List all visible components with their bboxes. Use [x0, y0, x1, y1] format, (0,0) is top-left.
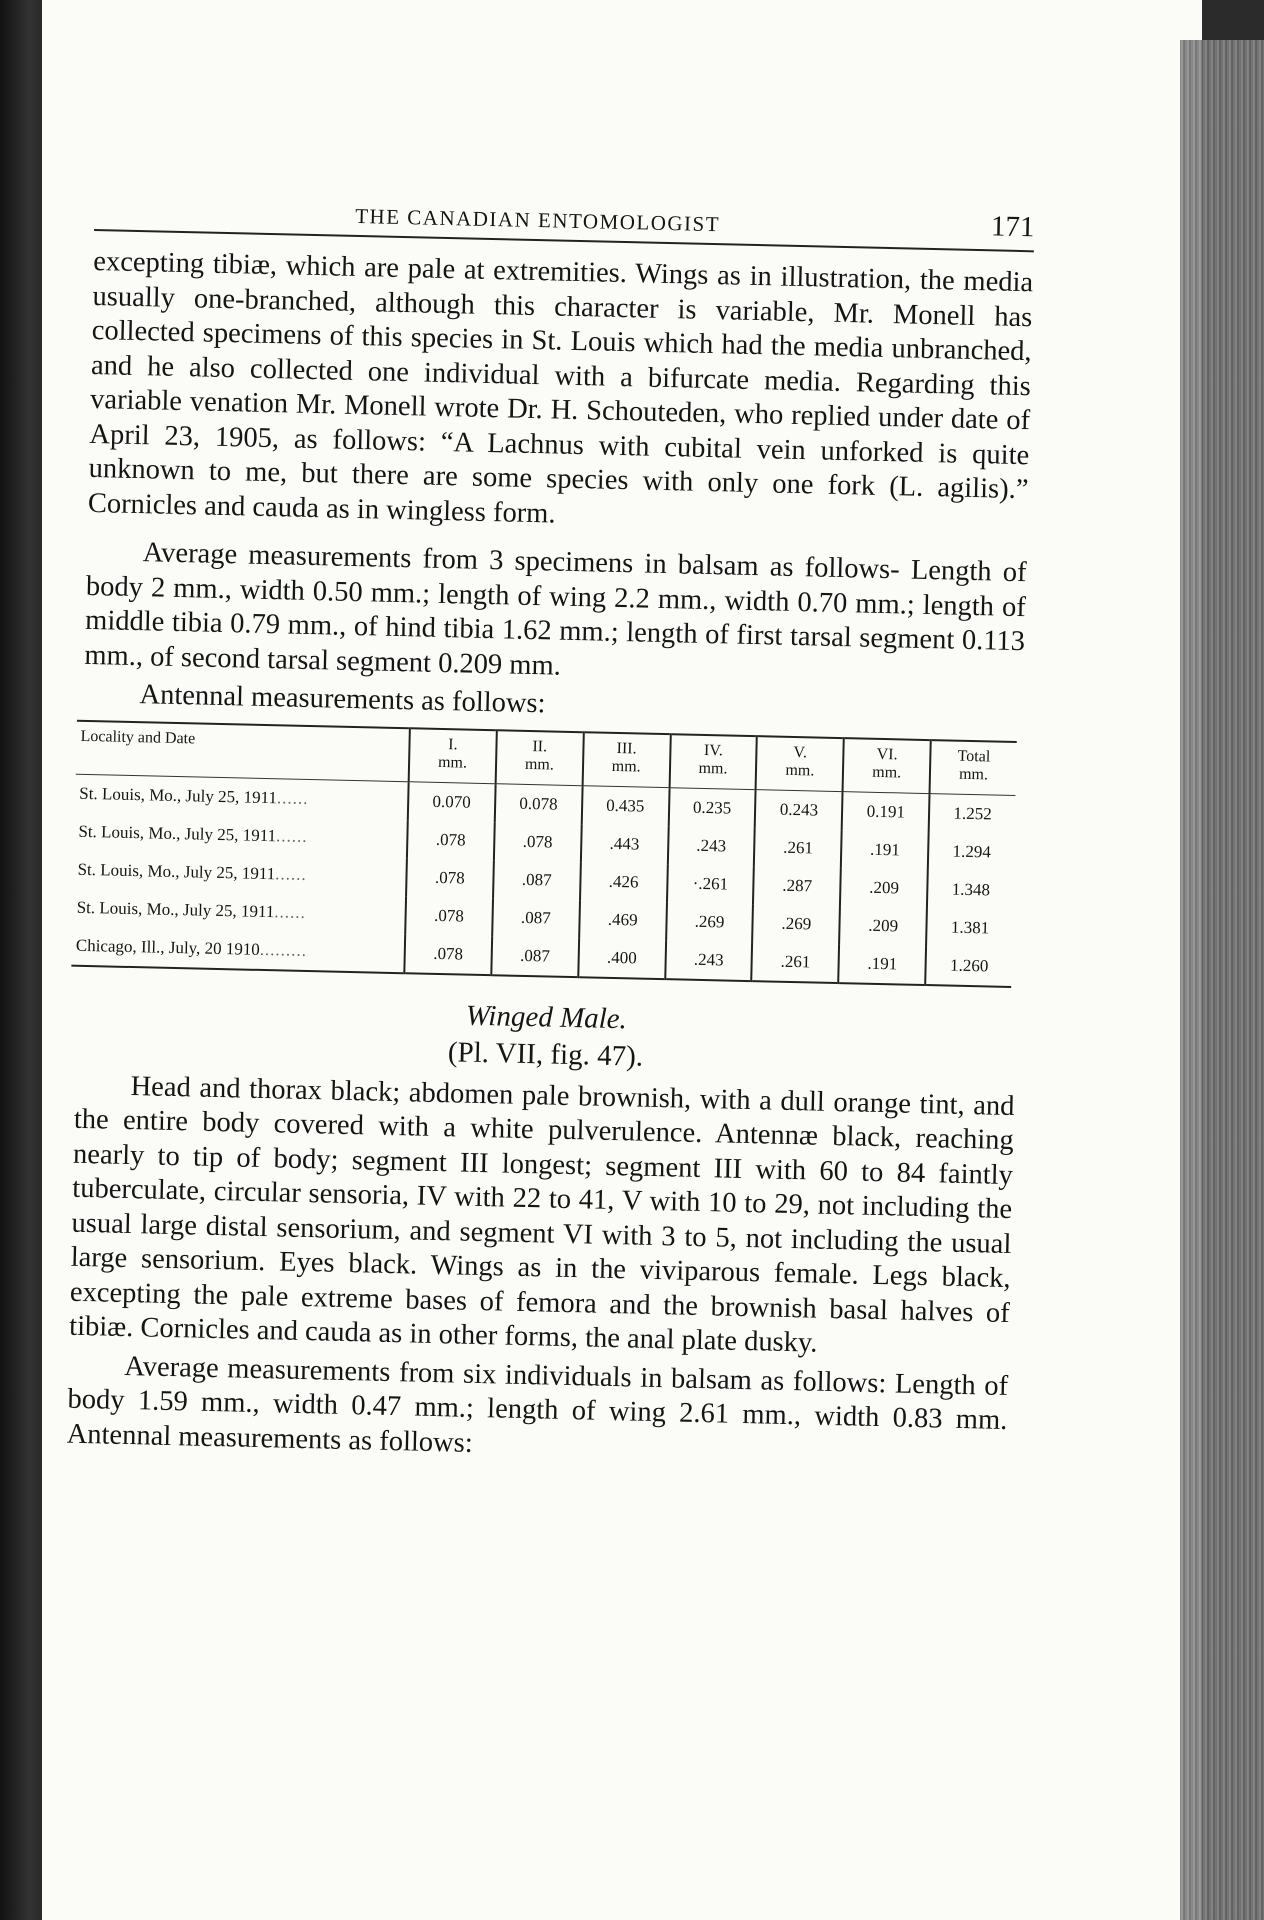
cell-total: 1.252: [929, 793, 1016, 833]
column-header-total: Total mm.: [930, 740, 1017, 795]
column-header-segment-4: IV. mm.: [669, 734, 757, 789]
cell-total: 1.260: [925, 946, 1012, 987]
cell-value: .443: [581, 824, 669, 864]
cell-locality: St. Louis, Mo., July 25, 1911......: [78, 821, 308, 846]
cell-value: .191: [841, 830, 929, 870]
cell-value: .087: [493, 860, 581, 900]
cell-value: 0.191: [842, 791, 930, 831]
column-header-segment-3: III. mm.: [582, 732, 670, 787]
cell-value: .078: [404, 934, 492, 975]
cell-value: 0.070: [408, 781, 496, 821]
cell-value: .209: [839, 906, 927, 946]
paragraph-measurements: Average measurements from 3 specimens in balsam as follows- Length of body 2 mm., width 0.50 mm.; length of wing 2.2 mm., width 0.70 mm.; length of middle tibia 0.79 mm., of hind tibia 1.62 mm.; length of first tarsal segment 0.113 mm., of second tarsal segment 0.209 mm.: [84, 537, 1027, 682]
paragraph-male-measurements: Average measurements from six individuals in balsam as follows: Length of body 1.59 mm., width 0.47 mm.; length of wing 2.61 mm., width 0.83 mm. Antennal measurements as follows:: [66, 1350, 1009, 1459]
cell-value: 0.435: [581, 785, 669, 825]
column-header-segment-1: I. mm.: [409, 728, 497, 783]
page-number: 171: [990, 210, 1035, 244]
cell-locality: St. Louis, Mo., July 25, 1911......: [76, 897, 307, 922]
cell-total: 1.348: [927, 870, 1014, 910]
cell-value: 0.235: [668, 787, 756, 827]
running-title: THE CANADIAN ENTOMOLOGIST: [354, 203, 721, 237]
cell-total: 1.294: [928, 832, 1015, 872]
section-title: Winged Male.: [465, 999, 628, 1035]
cell-value: .078: [406, 858, 494, 898]
cell-value: .287: [753, 866, 841, 906]
cell-value: 0.243: [755, 789, 843, 829]
cell-value: .078: [494, 822, 582, 862]
cell-value: .243: [665, 940, 753, 981]
cell-locality: St. Louis, Mo., July 25, 1911......: [79, 783, 309, 808]
cell-value: .269: [666, 902, 754, 942]
antennal-measurements-table: [71, 719, 1016, 987]
cell-total: 1.381: [926, 908, 1013, 948]
paragraph-winged-male-description: Head and thorax black; abdomen pale brownish, with a dull orange tint, and the entire body covered with a white pulverulence. Antennæ black, reaching nearly to tip of body; segment III longest; segment III with 60 to 84 faintly tuberculate, circular sensoria, IV with 22 to 41, V with 10 to 29, not including the usual large distal sensorium, and segment VI with 3 to 5, not including the usual large sensorium. Eyes black. Wings as in the viviparous female. Legs black, excepting the pale extreme bases of femora and the brownish basal halves of tibiæ. Cornicles and cauda as in other forms, the anal plate dusky.: [68, 1070, 1015, 1359]
cell-value: .243: [667, 826, 755, 866]
column-header-locality: Locality and Date: [76, 720, 410, 781]
cell-value: .400: [578, 938, 666, 979]
cell-value: .269: [753, 904, 841, 944]
paragraph-wings: excepting tibiæ, which are pale at extremities. Wings as in illustration, the media usually one-branched, although this character is variable, Mr. Monell has collected specimens of this species in St. Louis which had the media unbranched, and he also collected one individual with a bifurcate media. Regarding this variable venation Mr. Monell wrote Dr. H. Schouteden, who replied under date of April 23, 1905, as follows: “A Lachnus with cubital vein unforked is quite unknown to me, but there are some species with only one fork (L. agilis).” Cornicles and cauda as in wingless form.: [87, 245, 1034, 530]
cell-value: .191: [839, 944, 927, 985]
cell-value: .261: [754, 828, 842, 868]
page-edges: [1180, 40, 1264, 1920]
cell-locality: St. Louis, Mo., July 25, 1911......: [77, 859, 307, 884]
paragraph-antennal-intro: Antennal measurements as follows:: [139, 679, 546, 720]
cell-value: .209: [840, 868, 928, 908]
cell-value: .078: [405, 896, 493, 936]
cell-locality: Chicago, Ill., July, 20 1910.........: [75, 935, 308, 960]
cell-value: .087: [492, 898, 580, 938]
cell-value: ·.261: [667, 864, 755, 904]
column-header-segment-5: V. mm.: [756, 736, 844, 791]
cell-value: .469: [579, 900, 667, 940]
column-header-segment-6: VI. mm.: [843, 738, 931, 793]
cell-value: .078: [407, 820, 495, 860]
cell-value: .426: [580, 862, 668, 902]
column-header-segment-2: II. mm.: [496, 730, 584, 785]
cell-value: .087: [491, 936, 579, 977]
cell-value: .261: [752, 942, 840, 983]
cell-value: 0.078: [495, 783, 583, 823]
plate-reference: (Pl. VII, fig. 47).: [447, 1035, 644, 1073]
page-content: [66, 190, 1034, 1473]
